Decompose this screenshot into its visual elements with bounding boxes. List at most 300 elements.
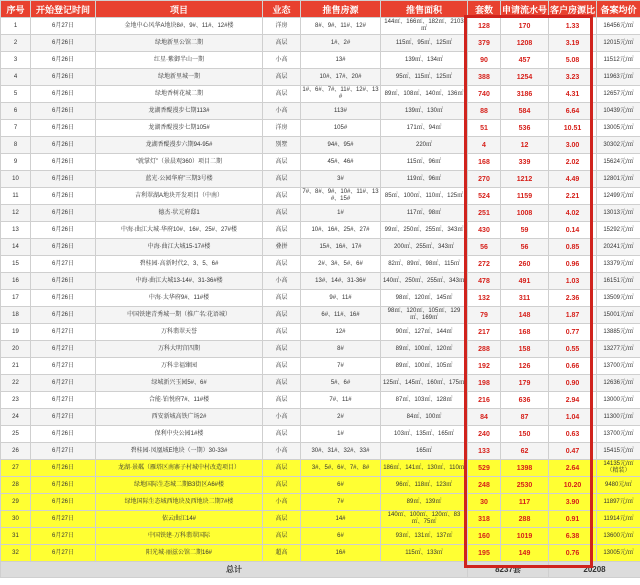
unit-areas-cell: 93㎡、131㎡、137㎡ [381,528,468,545]
unit-areas-cell: 99㎡、250㎡、255㎡、343㎡ [381,222,468,239]
row-index-cell: 2 [1,35,31,52]
row-index-cell: 20 [1,341,31,358]
unit-count-cell: 88 [468,103,501,120]
property-type-cell: 高层 [263,69,301,86]
average-price-cell: 16151元/㎡ [597,273,640,290]
row-index-cell: 18 [1,307,31,324]
property-type-cell: 高层 [263,426,301,443]
units-offered-cell: 1#、2# [301,35,381,52]
project-name-cell: 绿地国际生态城西地块及西地块二期7#楼 [96,494,263,511]
demand-ratio-cell: 6.64 [549,103,597,120]
project-name-cell: 绿地新里城一期 [96,69,263,86]
demand-ratio-cell: 1.33 [549,18,597,35]
property-type-cell: 高层 [263,154,301,171]
table-row [1,392,640,409]
demand-ratio-cell: 3.19 [549,35,597,52]
table-row [1,358,640,375]
table-row [1,477,640,494]
unit-areas-cell: 85㎡、100㎡、110㎡、125㎡ [381,188,468,205]
property-type-cell: 小高 [263,52,301,69]
average-price-cell: 12801元/㎡ [597,171,640,188]
project-name-cell: 吉利翠湖A地块开发项目（中南） [96,188,263,205]
project-name-cell: 龙湖香醍漫步六期94-95# [96,137,263,154]
column-header: 项目 [96,1,263,18]
unit-areas-cell: 95㎡、115㎡、125㎡ [381,69,468,86]
unit-areas-cell: 98㎡、120㎡、105㎡、129㎡、169㎡ [381,307,468,324]
table-row [1,222,640,239]
application-count-cell: 170 [501,18,549,35]
unit-count-cell: 388 [468,69,501,86]
average-price-cell: 12657元/㎡ [597,86,640,103]
unit-count-cell: 430 [468,222,501,239]
demand-ratio-cell: 4.49 [549,171,597,188]
demand-ratio-cell: 2.94 [549,392,597,409]
table-row [1,86,640,103]
table-row [1,52,640,69]
row-index-cell: 19 [1,324,31,341]
table-row [1,426,640,443]
average-price-cell: 13013元/㎡ [597,205,640,222]
total-label: 总计 [1,562,468,578]
row-index-cell: 23 [1,392,31,409]
unit-areas-cell: 200㎡、255㎡、343㎡ [381,239,468,256]
start-date-cell: 6月27日 [31,511,96,528]
units-offered-cell: 2# [301,409,381,426]
unit-areas-cell: 90㎡、127㎡、144㎡ [381,324,468,341]
units-offered-cell: 7# [301,494,381,511]
start-date-cell: 6月26日 [31,69,96,86]
demand-ratio-cell: 0.85 [549,239,597,256]
row-index-cell: 7 [1,120,31,137]
table-row [1,120,640,137]
unit-count-cell: 318 [468,511,501,528]
units-offered-cell: 94#、95# [301,137,381,154]
start-date-cell: 6月27日 [31,341,96,358]
start-date-cell: 6月26日 [31,307,96,324]
unit-areas-cell: 103㎡、135㎡、165㎡ [381,426,468,443]
average-price-cell: 11963元/㎡ [597,69,640,86]
table-row [1,18,640,35]
application-count-cell: 636 [501,392,549,409]
units-offered-cell: 7#、11# [301,392,381,409]
unit-areas-cell: 117㎡、98㎡ [381,205,468,222]
unit-areas-cell: 82㎡、89㎡、98㎡、115㎡ [381,256,468,273]
average-price-cell: 20241元/㎡ [597,239,640,256]
units-offered-cell: 15#、16#、17# [301,239,381,256]
start-date-cell: 6月27日 [31,409,96,426]
demand-ratio-cell: 0.66 [549,358,597,375]
application-count-cell: 536 [501,120,549,137]
project-name-cell: 绿城新兴玉园5#、6# [96,375,263,392]
units-offered-cell: 10#、16#、25#、27# [301,222,381,239]
average-price-cell: 13005元/㎡ [597,545,640,562]
project-name-cell: 中海·曲江大城·华府10#、16#、25#、27#楼 [96,222,263,239]
property-type-cell: 高层 [263,341,301,358]
unit-count-cell: 272 [468,256,501,273]
table-row [1,103,640,120]
demand-ratio-cell: 5.08 [549,52,597,69]
unit-areas-cell: 96㎡、118㎡、123㎡ [381,477,468,494]
row-index-cell: 24 [1,409,31,426]
start-date-cell: 6月26日 [31,35,96,52]
unit-count-cell: 216 [468,392,501,409]
unit-areas-cell: 165㎡ [381,443,468,460]
table-row [1,205,640,222]
project-name-cell: 红星·紫御半山一期 [96,52,263,69]
project-name-cell: 中国铁建青秀城一期（推广名:花语城） [96,307,263,324]
table-row [1,188,640,205]
project-name-cell: 龙湖香醍漫步七期105# [96,120,263,137]
application-count-cell: 339 [501,154,549,171]
column-header: 申请流水号 [501,1,549,18]
demand-ratio-cell: 2.36 [549,290,597,307]
project-name-cell: 绿地新里公馆二期 [96,35,263,52]
total-units: 8237套 [468,562,549,578]
row-index-cell: 3 [1,52,31,69]
row-index-cell: 9 [1,154,31,171]
row-index-cell: 4 [1,69,31,86]
unit-count-cell: 4 [468,137,501,154]
demand-ratio-cell: 0.77 [549,324,597,341]
project-name-cell: 金地中心风华A地块8#、9#、11#、12#楼 [96,18,263,35]
demand-ratio-cell: 3.23 [549,69,597,86]
unit-count-cell: 128 [468,18,501,35]
row-index-cell: 5 [1,86,31,103]
row-index-cell: 21 [1,358,31,375]
application-count-cell: 12 [501,137,549,154]
start-date-cell: 6月26日 [31,188,96,205]
application-count-cell: 491 [501,273,549,290]
demand-ratio-cell: 2.21 [549,188,597,205]
units-offered-cell: 6# [301,528,381,545]
units-offered-cell: 9#、11# [301,290,381,307]
average-price-cell: 13000元/㎡ [597,392,640,409]
application-count-cell: 457 [501,52,549,69]
start-date-cell: 6月26日 [31,154,96,171]
table-row [1,341,640,358]
unit-count-cell: 132 [468,290,501,307]
units-offered-cell: 7# [301,358,381,375]
application-count-cell: 87 [501,409,549,426]
start-date-cell: 6月26日 [31,103,96,120]
demand-ratio-cell: 1.03 [549,273,597,290]
units-offered-cell: 13# [301,52,381,69]
property-type-cell: 小高 [263,494,301,511]
row-index-cell: 14 [1,239,31,256]
row-index-cell: 11 [1,188,31,205]
application-count-cell: 56 [501,239,549,256]
table-header [1,1,640,18]
project-name-cell: 蓝光·公园华府”三期3号楼 [96,171,263,188]
unit-areas-cell: 139㎡、134㎡ [381,52,468,69]
table-row [1,35,640,52]
unit-areas-cell: 115㎡、133㎡ [381,545,468,562]
unit-count-cell: 56 [468,239,501,256]
project-name-cell: 阳光城·丽兹公馆二期16# [96,545,263,562]
average-price-cell: 15292元/㎡ [597,222,640,239]
project-name-cell: 碧桂园·高新时代2、3、5、6# [96,256,263,273]
property-type-cell: 高层 [263,35,301,52]
property-type-cell: 高层 [263,86,301,103]
project-name-cell: 龙湖·景粼（雁塔区南寨子村城中村改造项目） [96,460,263,477]
demand-ratio-cell: 0.14 [549,222,597,239]
unit-count-cell: 168 [468,154,501,171]
application-count-cell: 260 [501,256,549,273]
average-price-cell: 13005元/㎡ [597,120,640,137]
unit-count-cell: 133 [468,443,501,460]
unit-count-cell: 192 [468,358,501,375]
demand-ratio-cell: 4.31 [549,86,597,103]
application-count-cell: 149 [501,545,549,562]
application-count-cell: 158 [501,341,549,358]
table-row [1,290,640,307]
units-offered-cell: 3# [301,171,381,188]
start-date-cell: 6月27日 [31,18,96,35]
application-count-cell: 62 [501,443,549,460]
demand-ratio-cell: 0.63 [549,426,597,443]
start-date-cell: 6月26日 [31,52,96,69]
unit-areas-cell: 115㎡、95㎡、125㎡ [381,35,468,52]
column-header: 推售房源 [301,1,381,18]
average-price-cell: 9480元/㎡ [597,477,640,494]
unit-areas-cell: 125㎡、145㎡、160㎡、175㎡ [381,375,468,392]
project-name-cell: “就掌灯”（景晨观360）项目二期 [96,154,263,171]
row-index-cell: 13 [1,222,31,239]
table-row [1,171,640,188]
column-header: 开始登记时间 [31,1,96,18]
start-date-cell: 6月26日 [31,477,96,494]
project-name-cell: 绿地国际生态城二期B3街区A6#楼 [96,477,263,494]
header-row [1,1,640,18]
demand-ratio-cell: 10.51 [549,120,597,137]
demand-ratio-cell: 0.90 [549,375,597,392]
start-date-cell: 6月26日 [31,205,96,222]
row-index-cell: 12 [1,205,31,222]
table-row [1,511,640,528]
average-price-cell: 11914元/㎡ [597,511,640,528]
application-count-cell: 59 [501,222,549,239]
row-index-cell: 27 [1,460,31,477]
units-offered-cell: 6#、11#、16# [301,307,381,324]
property-type-cell: 高层 [263,324,301,341]
unit-count-cell: 740 [468,86,501,103]
start-date-cell: 6月27日 [31,324,96,341]
units-offered-cell: 13#、14#、31-36# [301,273,381,290]
demand-ratio-cell: 1.04 [549,409,597,426]
application-count-cell: 311 [501,290,549,307]
row-index-cell: 32 [1,545,31,562]
unit-count-cell: 288 [468,341,501,358]
project-name-cell: 中海·曲江大城15-17#楼 [96,239,263,256]
unit-areas-cell: 89㎡、139㎡ [381,494,468,511]
average-price-cell: 13600元/㎡ [597,528,640,545]
unit-count-cell: 198 [468,375,501,392]
unit-count-cell: 478 [468,273,501,290]
unit-count-cell: 379 [468,35,501,52]
average-price-cell: 13700元/㎡ [597,358,640,375]
table-row [1,239,640,256]
average-price-cell: 15624元/㎡ [597,154,640,171]
application-count-cell: 150 [501,426,549,443]
unit-count-cell: 90 [468,52,501,69]
average-price-cell: 11897元/㎡ [597,494,640,511]
unit-count-cell: 524 [468,188,501,205]
table-row [1,324,640,341]
units-offered-cell: 5#、6# [301,375,381,392]
project-name-cell: 合能·铂悦府7#、11#楼 [96,392,263,409]
row-index-cell: 1 [1,18,31,35]
units-offered-cell: 7#、8#、9#、10#、11#、13#、15# [301,188,381,205]
unit-areas-cell: 139㎡、130㎡ [381,103,468,120]
units-offered-cell: 8# [301,341,381,358]
application-count-cell: 168 [501,324,549,341]
units-offered-cell: 30#、31#、32#、33# [301,443,381,460]
demand-ratio-cell: 2.02 [549,154,597,171]
project-name-cell: 绿地香树花城二期 [96,86,263,103]
unit-areas-cell: 84㎡、100㎡ [381,409,468,426]
unit-count-cell: 240 [468,426,501,443]
application-count-cell: 179 [501,375,549,392]
project-name-cell: 中海·太华府9#、11#楼 [96,290,263,307]
application-count-cell: 288 [501,511,549,528]
unit-areas-cell: 140㎡、100㎡、120㎡、83㎡、75㎡ [381,511,468,528]
demand-ratio-cell: 0.47 [549,443,597,460]
table-row [1,256,640,273]
table-row [1,443,640,460]
row-index-cell: 22 [1,375,31,392]
units-offered-cell: 10#、17#、20# [301,69,381,86]
start-date-cell: 6月27日 [31,358,96,375]
start-date-cell: 6月27日 [31,443,96,460]
average-price-cell: 10439元/㎡ [597,103,640,120]
project-name-cell: 保利中央公园1#楼 [96,426,263,443]
unit-areas-cell: 186㎡、141㎡、130㎡、110㎡ [381,460,468,477]
application-count-cell: 584 [501,103,549,120]
average-price-cell: 13700元/㎡ [597,426,640,443]
unit-count-cell: 84 [468,409,501,426]
units-offered-cell: 45#、46# [301,154,381,171]
units-offered-cell: 14# [301,511,381,528]
row-index-cell: 26 [1,443,31,460]
unit-areas-cell: 144㎡、166㎡、182㎡、2103㎡ [381,18,468,35]
unit-count-cell: 30 [468,494,501,511]
unit-areas-cell: 140㎡、250㎡、255㎡、343㎡ [381,273,468,290]
table-row [1,409,640,426]
property-type-cell: 高层 [263,477,301,494]
application-count-cell: 1208 [501,35,549,52]
units-offered-cell: 113# [301,103,381,120]
row-index-cell: 15 [1,256,31,273]
start-date-cell: 6月27日 [31,256,96,273]
application-count-cell: 2530 [501,477,549,494]
property-type-cell: 小高 [263,273,301,290]
table-row [1,375,640,392]
property-type-cell: 高层 [263,222,301,239]
row-index-cell: 28 [1,477,31,494]
property-type-cell: 高层 [263,511,301,528]
table-row [1,545,640,562]
property-type-cell: 叠拼 [263,239,301,256]
unit-areas-cell: 89㎡、108㎡、140㎡、136㎡ [381,86,468,103]
average-price-cell: 13379元/㎡ [597,256,640,273]
property-type-cell: 别墅 [263,137,301,154]
demand-ratio-cell: 0.96 [549,256,597,273]
table-row [1,154,640,171]
start-date-cell: 6月26日 [31,273,96,290]
table-body [1,18,640,562]
total-row [1,562,640,578]
row-index-cell: 31 [1,528,31,545]
units-offered-cell: 6# [301,477,381,494]
unit-count-cell: 251 [468,205,501,222]
property-type-cell: 高层 [263,188,301,205]
unit-count-cell: 79 [468,307,501,324]
property-type-cell: 高层 [263,290,301,307]
average-price-cell: 11512元/㎡ [597,52,640,69]
unit-areas-cell: 89㎡、100㎡、105㎡ [381,358,468,375]
average-price-cell: 12636元/㎡ [597,375,640,392]
property-type-cell: 高层 [263,392,301,409]
application-count-cell: 1008 [501,205,549,222]
start-date-cell: 6月26日 [31,460,96,477]
project-name-cell: 德杰·状元府邸1 [96,205,263,222]
application-count-cell: 1398 [501,460,549,477]
unit-areas-cell: 87㎡、103㎡、128㎡ [381,392,468,409]
unit-count-cell: 195 [468,545,501,562]
unit-count-cell: 51 [468,120,501,137]
units-offered-cell: 2#、3#、5#、6# [301,256,381,273]
start-date-cell: 6月27日 [31,375,96,392]
start-date-cell: 6月26日 [31,171,96,188]
demand-ratio-cell: 4.02 [549,205,597,222]
property-type-cell: 洋房 [263,18,301,35]
average-price-cell: 30302元/㎡ [597,137,640,154]
demand-ratio-cell: 6.38 [549,528,597,545]
property-type-cell: 小高 [263,443,301,460]
total-applications: 20208 [549,562,640,578]
start-date-cell: 6月27日 [31,528,96,545]
application-count-cell: 117 [501,494,549,511]
application-count-cell: 148 [501,307,549,324]
units-offered-cell: 1#、6#、7#、11#、12#、13# [301,86,381,103]
start-date-cell: 6月27日 [31,545,96,562]
start-date-cell: 6月26日 [31,222,96,239]
start-date-cell: 6月26日 [31,137,96,154]
application-count-cell: 1254 [501,69,549,86]
demand-ratio-cell: 0.55 [549,341,597,358]
property-type-cell: 高层 [263,358,301,375]
demand-ratio-cell: 3.00 [549,137,597,154]
units-offered-cell: 1# [301,426,381,443]
average-price-cell: 13509元/㎡ [597,290,640,307]
table-row [1,460,640,477]
start-date-cell: 6月26日 [31,290,96,307]
average-price-cell: 11300元/㎡ [597,409,640,426]
unit-areas-cell: 119㎡、96㎡ [381,171,468,188]
application-count-cell: 1019 [501,528,549,545]
start-date-cell: 6月26日 [31,120,96,137]
column-header: 序号 [1,1,31,18]
average-price-cell: 14135元/㎡（精装） [597,460,640,477]
start-date-cell: 6月26日 [31,86,96,103]
table-row [1,273,640,290]
average-price-cell: 13885元/㎡ [597,324,640,341]
project-name-cell: 万科翡翠天誉 [96,324,263,341]
row-index-cell: 8 [1,137,31,154]
units-offered-cell: 12# [301,324,381,341]
units-offered-cell: 8#、9#、11#、12# [301,18,381,35]
units-offered-cell: 1# [301,205,381,222]
